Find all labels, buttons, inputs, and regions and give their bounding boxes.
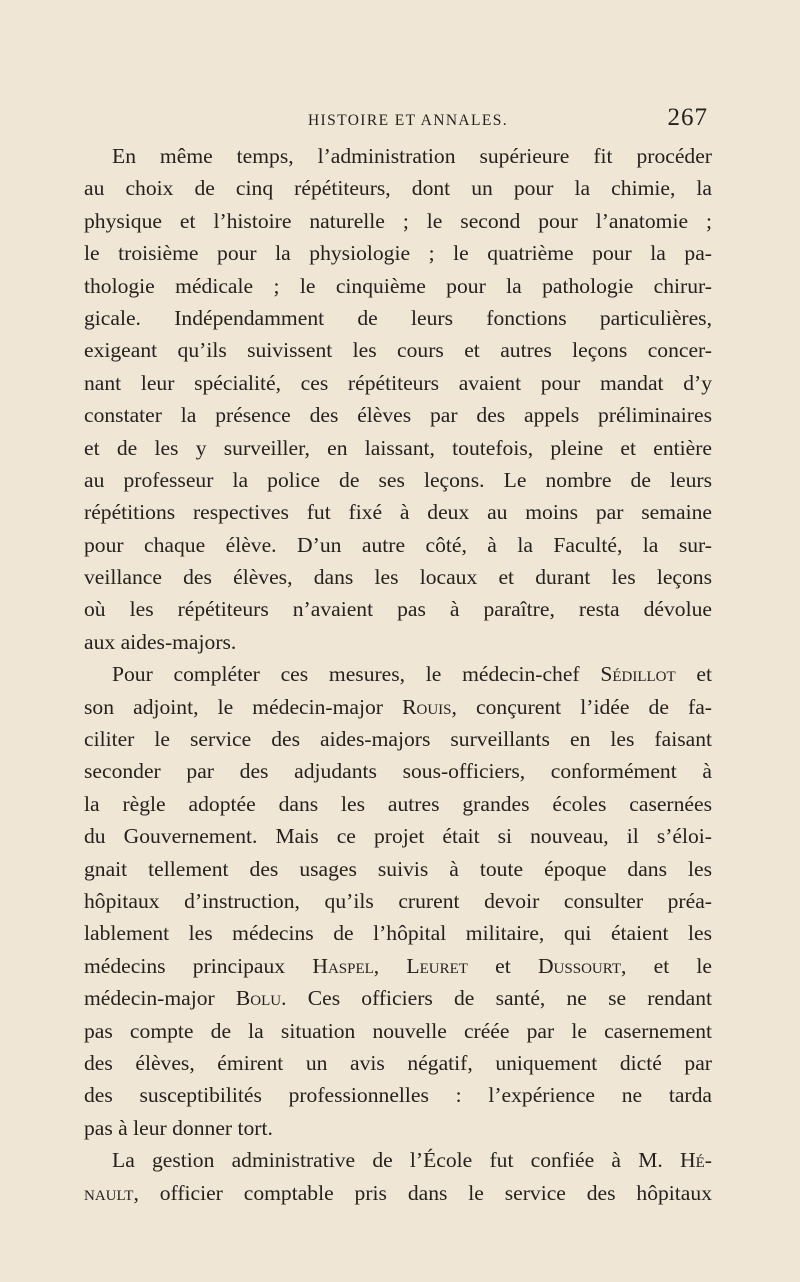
running-title: HISTOIRE ET ANNALES. <box>307 112 509 129</box>
text-line: pour chaque élève. D’un autre côté, à la Faculté, la sur- <box>84 532 712 557</box>
text-line: gicale. Indépendamment de leurs fonctions particulières, <box>84 305 712 330</box>
person-name: Rouis <box>402 694 452 719</box>
text-line: où les répétiteurs n’avaient pas à paraître, resta dévolue <box>84 597 712 622</box>
text-line: la règle adoptée dans les autres grandes écoles casernées <box>84 791 712 816</box>
text-line: médecin-major Bolu. Ces officiers de santé, ne se rendant <box>84 986 712 1011</box>
text-line: médecins principaux Haspel, Leuret et Dussourt, et le <box>84 953 713 978</box>
text-line: La gestion administrative de l’École fut confiée à M. Hé- <box>112 1148 712 1173</box>
text-line: pas compte de la situation nouvelle créée par le casernement <box>84 1018 712 1043</box>
text-line: son adjoint, le médecin-major Rouis, conçurent l’idée de fa- <box>84 694 712 719</box>
text-line: des élèves, émirent un avis négatif, uniquement dicté par <box>84 1050 712 1075</box>
text-line: au choix de cinq répétiteurs, dont un pour la chimie, la <box>84 176 712 201</box>
text-line: des susceptibilités professionnelles : l’expérience ne tarda <box>84 1083 712 1108</box>
text-line: au professeur la police de ses leçons. Le nombre de leurs <box>84 467 712 492</box>
body-text <box>84 140 712 1209</box>
person-name: Leuret <box>406 953 468 978</box>
person-name: Dussourt <box>537 953 621 978</box>
person-name: Bolu <box>235 986 282 1011</box>
text-line: répétitions respectives fut fixé à deux au moins par semaine <box>84 500 712 525</box>
text-line: ciliter le service des aides-majors surveillants en les faisant <box>84 727 712 752</box>
person-name: nault <box>84 1180 134 1205</box>
page-number: 267 <box>667 104 708 131</box>
text-line: hôpitaux d’instruction, qu’ils crurent devoir consulter préa- <box>84 888 712 913</box>
person-name: Haspel <box>312 953 374 978</box>
text-line: Pour compléter ces mesures, le médecin-chef Sédillot et <box>112 662 712 687</box>
text-line: physique et l’histoire naturelle ; le second pour l’anatomie ; <box>84 208 712 233</box>
text-line: nant leur spécialité, ces répétiteurs avaient pour mandat d’y <box>84 370 712 395</box>
text-line: le troisième pour la physiologie ; le quatrième pour la pa- <box>84 241 712 266</box>
text-line: du Gouvernement. Mais ce projet était si nouveau, il s’éloi- <box>84 824 712 849</box>
text-line: exigeant qu’ils suivissent les cours et autres leçons concer- <box>84 338 712 363</box>
text-line: veillance des élèves, dans les locaux et durant les leçons <box>84 565 712 590</box>
text-line: thologie médicale ; le cinquième pour la pathologie chirur- <box>84 273 712 298</box>
running-head <box>108 98 708 138</box>
text-line: nault, officier comptable pris dans le service des hôpitaux <box>84 1180 712 1205</box>
text-line: aux aides-majors. <box>84 629 237 654</box>
text-line: lablement les médecins de l’hôpital militaire, qui étaient les <box>84 921 712 946</box>
text-line: pas à leur donner tort. <box>84 1115 273 1140</box>
text-line: seconder par des adjudants sous-officiers, conformément à <box>84 759 712 784</box>
person-name: Sédillot <box>600 662 676 687</box>
text-line: constater la présence des élèves par des appels préliminaires <box>84 403 712 428</box>
text-line: En même temps, l’administration supérieure fit procéder <box>112 144 712 168</box>
text-line: et de les y surveiller, en laissant, toutefois, pleine et entière <box>84 435 712 460</box>
person-name: Hé- <box>680 1148 712 1173</box>
text-line: gnait tellement des usages suivis à toute époque dans les <box>84 856 712 881</box>
